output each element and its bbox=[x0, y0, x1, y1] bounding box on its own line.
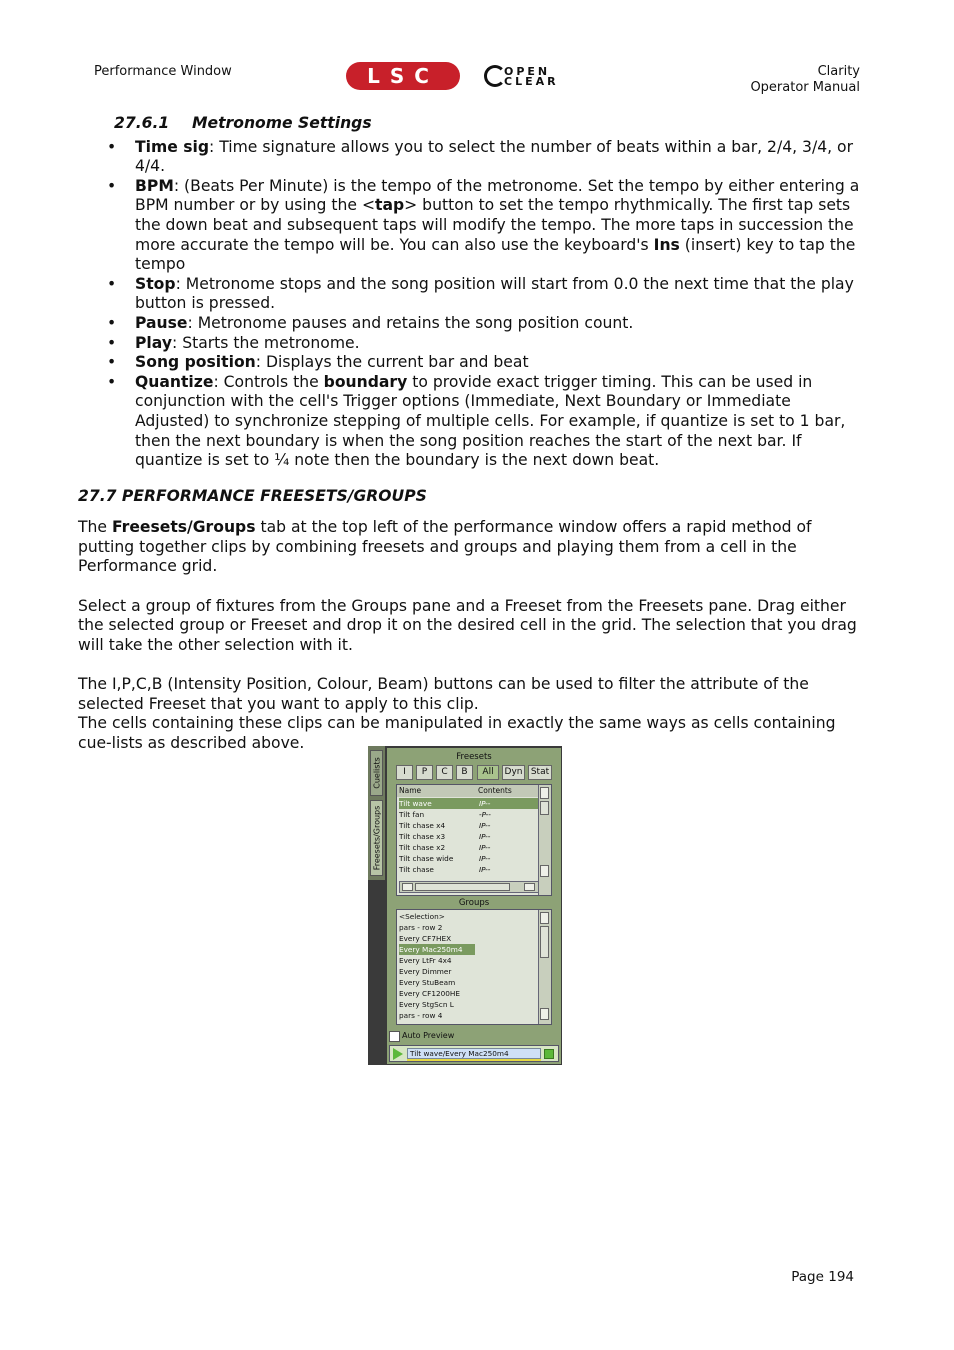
groups-title: Groups bbox=[458, 898, 490, 908]
scroll-thumb[interactable] bbox=[540, 926, 549, 958]
header-manual: Operator Manual bbox=[750, 80, 860, 95]
freeset-name: Tilt chase wide bbox=[399, 854, 454, 863]
freeset-contents: -P-- bbox=[479, 810, 491, 819]
groups-list bbox=[396, 909, 552, 1025]
bullet-term: Stop bbox=[135, 274, 176, 293]
header-left: Performance Window bbox=[94, 64, 232, 79]
bullet-term: Song position bbox=[135, 353, 256, 372]
list-item[interactable] bbox=[399, 798, 539, 809]
list-item[interactable]: Every CF7HEX bbox=[399, 934, 452, 943]
scroll-right-button[interactable] bbox=[524, 883, 535, 891]
list-item[interactable] bbox=[399, 820, 539, 831]
list-item bbox=[135, 177, 860, 275]
freesets-groups-screenshot bbox=[368, 746, 562, 1065]
tab-label: Cuelists bbox=[372, 757, 381, 789]
bullet-text: : (Beats Per Minute) is the tempo of the metronome. Set the tempo by either entering a BPM number or by using the < bbox=[135, 176, 860, 215]
list-item[interactable]: Every Mac250m4 bbox=[399, 944, 475, 955]
bullet-term: BPM bbox=[135, 176, 174, 195]
bullet-bold: tap bbox=[375, 196, 405, 215]
column-name[interactable]: Name bbox=[399, 786, 422, 795]
preview-progress-bar bbox=[407, 1059, 541, 1061]
page-number: Page 194 bbox=[791, 1269, 854, 1285]
openclear-logo-line1: OPEN bbox=[504, 65, 551, 78]
freeset-contents: IP-- bbox=[479, 854, 491, 863]
filter-p-button[interactable]: P bbox=[416, 765, 433, 780]
bullet-text: : Starts the metronome. bbox=[171, 333, 360, 352]
metronome-settings-list bbox=[78, 138, 860, 471]
list-item[interactable]: pars - row 2 bbox=[399, 923, 443, 932]
list-item[interactable] bbox=[399, 842, 539, 853]
freesets-vertical-scrollbar[interactable] bbox=[538, 785, 551, 895]
list-item bbox=[135, 138, 860, 177]
freeset-contents: IP-- bbox=[479, 832, 491, 841]
list-item bbox=[135, 275, 860, 314]
freeset-contents: IP-- bbox=[479, 865, 491, 874]
list-item[interactable]: Every LtFr 4x4 bbox=[399, 956, 452, 965]
freeset-name: Tilt fan bbox=[399, 810, 425, 819]
tab-cuelists[interactable] bbox=[370, 750, 383, 796]
freeset-contents: IP-- bbox=[479, 821, 491, 830]
openclear-ring-icon bbox=[484, 65, 506, 87]
filter-i-button[interactable]: I bbox=[396, 765, 413, 780]
scroll-left-button[interactable] bbox=[402, 883, 413, 891]
groups-vertical-scrollbar[interactable] bbox=[538, 910, 551, 1024]
list-item bbox=[135, 334, 860, 354]
paragraph-bold: Freesets/Groups bbox=[111, 518, 256, 537]
freesets-horizontal-scrollbar[interactable] bbox=[399, 881, 539, 893]
paragraph: The I,P,C,B (Intensity Position, Colour, Beam) buttons can be used to filter the attribute of the selected Freeset that you want to apply to this clip. bbox=[78, 675, 809, 713]
bullet-bold: boundary bbox=[323, 372, 408, 391]
stop-icon[interactable] bbox=[544, 1049, 554, 1059]
subsection-number: 27.6.1 bbox=[114, 114, 170, 132]
freeset-name: Tilt wave bbox=[399, 799, 432, 808]
lsc-logo: LSC bbox=[346, 62, 460, 90]
auto-preview-label: Auto Preview bbox=[402, 1031, 455, 1040]
subsection-title: Metronome Settings bbox=[192, 114, 372, 132]
list-item bbox=[135, 373, 860, 471]
freesets-list bbox=[396, 784, 552, 896]
freeset-contents: IP-- bbox=[479, 843, 491, 852]
play-icon[interactable] bbox=[393, 1048, 403, 1060]
scroll-down-button[interactable] bbox=[540, 865, 549, 877]
bullet-text: (insert) key to tap the tempo bbox=[135, 235, 856, 274]
paragraph: The cells containing these clips can be manipulated in exactly the same ways as cells containing cue-lists as described above. bbox=[78, 714, 836, 752]
scroll-up-button[interactable] bbox=[540, 787, 549, 799]
bullet-text: : Controls the bbox=[213, 372, 324, 391]
list-item[interactable] bbox=[399, 864, 539, 875]
scroll-down-button[interactable] bbox=[540, 1008, 549, 1020]
header-product: Clarity bbox=[817, 64, 860, 79]
bullet-text: : Displays the current bar and beat bbox=[255, 353, 529, 372]
section-heading: 27.7 PERFORMANCE FREESETS/GROUPS bbox=[78, 486, 427, 505]
list-item[interactable] bbox=[399, 809, 539, 820]
preview-cue-text[interactable]: Tilt wave/Every Mac250m4 bbox=[407, 1048, 541, 1059]
bullet-text: to provide exact trigger timing. This can be used in conjunction with the cell's Trigger options (Immediate, Next Boundary or Immediate Adjusted) to synchronize stepping of multiple cells. For example, if quantize is set to 1 bar, then the next boundary is when the song position reaches the start of the next bar. If quantize is set to ¼ note then the boundary is the next down beat. bbox=[135, 372, 846, 470]
freeset-name: Tilt chase x2 bbox=[399, 843, 446, 852]
tab-freesets-groups[interactable] bbox=[370, 800, 383, 876]
list-item[interactable]: <Selection> bbox=[399, 912, 445, 921]
paragraph-text: tab at the top left of the performance window offers a rapid method of putting together clips by combining freesets and groups and playing them from a cell in the Performance grid. bbox=[78, 518, 812, 576]
openclear-logo bbox=[484, 63, 578, 89]
page-content bbox=[78, 114, 860, 753]
bullet-text: > button to set the tempo rhythmically. The first tap sets the down beat and subsequent taps will modify the tempo. The more taps in succession the more accurate the tempo will be. You can also use the keyboard's bbox=[135, 196, 854, 254]
filter-b-button[interactable]: B bbox=[456, 765, 473, 780]
tab-label: Freesets/Groups bbox=[372, 805, 381, 871]
bullet-bold: Ins bbox=[653, 235, 680, 254]
header-right bbox=[750, 64, 860, 96]
freeset-name: Tilt chase bbox=[399, 865, 434, 874]
paragraph-text: The bbox=[78, 518, 112, 537]
list-item[interactable]: Every StuBeam bbox=[399, 978, 456, 987]
freesets-column-header bbox=[397, 785, 551, 797]
bullet-term: Pause bbox=[135, 313, 188, 332]
column-contents[interactable]: Contents bbox=[478, 786, 512, 795]
paragraph: Select a group of fixtures from the Groups pane and a Freeset from the Freesets pane. Drag either the selected group or Freeset and drop it on the desired cell in the grid. The selection that you drag will take the other selection with it. bbox=[78, 596, 857, 654]
list-item[interactable]: Every StgScn L bbox=[399, 1000, 454, 1009]
openclear-logo-line2: CLEAR bbox=[504, 75, 559, 88]
list-item[interactable] bbox=[399, 831, 539, 842]
preview-cue-bar bbox=[389, 1045, 559, 1062]
list-item[interactable]: Every CF1200HE bbox=[399, 989, 461, 998]
freesets-title: Freesets bbox=[456, 752, 492, 762]
filter-dyn-button[interactable]: Dyn bbox=[502, 765, 525, 780]
list-item bbox=[135, 314, 860, 334]
list-item bbox=[135, 353, 860, 373]
freeset-name: Tilt chase x3 bbox=[399, 832, 446, 841]
bullet-text: : Metronome pauses and retains the song position count. bbox=[187, 313, 634, 332]
filter-all-button[interactable]: All bbox=[477, 765, 499, 780]
bullet-text: : Time signature allows you to select the number of beats within a bar, 2/4, 3/4, or 4/4. bbox=[135, 137, 853, 176]
freeset-contents: IP-- bbox=[479, 799, 491, 808]
bullet-term: Quantize bbox=[135, 372, 214, 391]
scroll-thumb[interactable] bbox=[415, 883, 510, 891]
bullet-text: : Metronome stops and the song position will start from 0.0 the next time that the play button is pressed. bbox=[135, 274, 854, 313]
bullet-term: Play bbox=[135, 333, 172, 352]
freeset-name: Tilt chase x4 bbox=[399, 821, 446, 830]
list-item[interactable] bbox=[399, 853, 539, 864]
list-item[interactable]: pars - row 4 bbox=[399, 1011, 443, 1020]
auto-preview-checkbox[interactable] bbox=[389, 1031, 400, 1042]
bullet-term: Time sig bbox=[135, 137, 210, 156]
scroll-thumb[interactable] bbox=[540, 801, 549, 815]
subsection-heading bbox=[114, 114, 860, 134]
list-item[interactable]: Every Dimmer bbox=[399, 967, 452, 976]
filter-stat-button[interactable]: Stat bbox=[528, 765, 552, 780]
filter-c-button[interactable]: C bbox=[436, 765, 453, 780]
paragraph bbox=[78, 518, 860, 577]
freesets-groups-pane bbox=[387, 748, 561, 1064]
scroll-up-button[interactable] bbox=[540, 912, 549, 924]
